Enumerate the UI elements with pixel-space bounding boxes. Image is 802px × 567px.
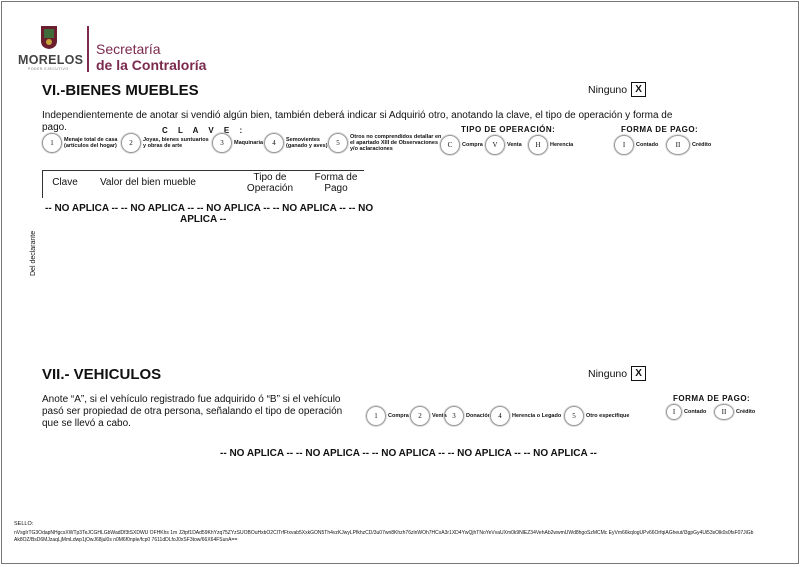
op-item-label: Herencia o Legado bbox=[512, 413, 562, 419]
forma-item-key: II bbox=[666, 135, 690, 155]
forma-item-credito bbox=[666, 135, 711, 155]
forma-item-contado bbox=[614, 135, 658, 155]
clave-item-number: 1 bbox=[42, 133, 62, 153]
logo bbox=[18, 22, 208, 72]
clave-item-4 bbox=[264, 133, 332, 153]
op-item-5 bbox=[564, 406, 629, 426]
table-header-forma: Forma de Pago bbox=[314, 172, 358, 194]
tipo-item-key: C bbox=[440, 135, 460, 155]
op-item-number: 1 bbox=[366, 406, 386, 426]
tipo-item-compra bbox=[440, 135, 483, 155]
forma-item-key: I bbox=[666, 404, 682, 420]
section6-title: VI.-BIENES MUEBLES bbox=[42, 82, 199, 99]
section7-ninguno bbox=[588, 366, 646, 381]
clave-item-5 bbox=[328, 133, 442, 153]
op-item-label: Donación bbox=[466, 413, 492, 419]
state-caption: PODER EJECUTIVO bbox=[28, 67, 69, 71]
secretaria-line2: de la Contraloría bbox=[96, 57, 207, 73]
clave-item-number: 2 bbox=[121, 133, 141, 153]
section6-ninguno-label: Ninguno bbox=[588, 83, 628, 96]
clave-item-label: Menaje total de casa (artículos del hogar) bbox=[64, 137, 118, 149]
section7-forma-contado bbox=[666, 404, 706, 420]
sello-text: nVsgIrTG3OdapNHgcsXWTp3TeJCGHLGbWadDf3tSXDWU OFHKhs 1m J2tpf1DAd59KhYzq75ZYzSUOBOuHxbO2CITrfFtxvab5XxkGON5Th4vzKJwyLPfkhzCD/3u07wn8Khzh76zlnWOh7HCxA3r1XD4YwQjhTNoYeVvaUXm0k9NlEZ34VehAb2wwmUWd8hgoSzMCMc EyVm66kqlogUPv66OrfqiAGheut/l3gpGy4Ui53sOlk0s0fsF07JiGbAk8OZ/BsD6MJzaqLjMmLdwp1jOwJ68jul0s n0M6f0nple/fcp0 7611dDLfoJ0xSF3tow/66X64FSunA== bbox=[14, 530, 754, 543]
tipo-operacion-heading: TIPO DE OPERACIÓN: bbox=[461, 125, 556, 134]
op-item-4 bbox=[490, 406, 561, 426]
tipo-item-label: Venta bbox=[507, 142, 522, 148]
clave-heading: C L A V E : bbox=[162, 126, 247, 135]
table-left-rule bbox=[42, 170, 43, 198]
clave-item-label: Maquinaria bbox=[234, 140, 264, 146]
state-emblem-icon bbox=[40, 24, 58, 50]
clave-item-number: 4 bbox=[264, 133, 284, 153]
section7-forma-pago-heading: FORMA DE PAGO: bbox=[673, 394, 751, 403]
forma-item-label: Contado bbox=[684, 409, 707, 415]
clave-item-label: Semovientes (ganado y aves) bbox=[286, 137, 328, 149]
op-item-label: Compra bbox=[388, 413, 409, 419]
tipo-item-label: Herencia bbox=[550, 142, 574, 148]
clave-item-1 bbox=[42, 133, 122, 153]
section7-title: VII.- VEHICULOS bbox=[42, 366, 162, 383]
op-item-number: 5 bbox=[564, 406, 584, 426]
section6-ninguno-checkbox[interactable]: X bbox=[631, 82, 646, 97]
logo-divider bbox=[87, 26, 89, 72]
del-declarante-label: Del declarante bbox=[30, 230, 37, 276]
section6-no-aplica-line2: APLICA -- bbox=[180, 214, 227, 225]
section7-instructions: Anote “A”, si el vehículo registrado fue adquirido ó “B” si el vehículo pasó ser propiedad de otra persona, señalando el tipo de operación que se llevó a cabo. bbox=[42, 394, 343, 429]
tipo-item-venta bbox=[485, 135, 522, 155]
op-item-number: 2 bbox=[410, 406, 430, 426]
tipo-item-herencia bbox=[528, 135, 573, 155]
section6-ninguno bbox=[588, 82, 646, 97]
section7-no-aplica: -- NO APLICA -- -- NO APLICA -- -- NO APLICA -- -- NO APLICA -- -- NO APLICA -- bbox=[220, 448, 597, 459]
op-item-label: Otro especifique bbox=[586, 413, 630, 419]
secretaria-line1: Secretaría bbox=[96, 41, 161, 57]
clave-item-2 bbox=[121, 133, 213, 153]
op-item-2 bbox=[410, 406, 447, 426]
op-item-number: 3 bbox=[444, 406, 464, 426]
table-header-clave: Clave bbox=[52, 177, 78, 188]
clave-item-label: Joyas, bienes suntuarios y obras de arte bbox=[143, 137, 209, 149]
op-item-3 bbox=[444, 406, 491, 426]
op-item-number: 4 bbox=[490, 406, 510, 426]
table-header-tipo: Tipo de Operación bbox=[246, 172, 294, 194]
section7-ninguno-label: Ninguno bbox=[588, 367, 628, 380]
tipo-item-label: Compra bbox=[462, 142, 483, 148]
tipo-item-key: H bbox=[528, 135, 548, 155]
clave-item-number: 5 bbox=[328, 133, 348, 153]
forma-item-label: Crédito bbox=[692, 142, 712, 148]
forma-item-label: Crédito bbox=[736, 409, 756, 415]
forma-item-label: Contado bbox=[636, 142, 659, 148]
op-item-1 bbox=[366, 406, 409, 426]
state-name: MORELOS bbox=[18, 53, 84, 67]
forma-pago-heading: FORMA DE PAGO: bbox=[621, 125, 699, 134]
tipo-item-key: V bbox=[485, 135, 505, 155]
sello-label: SELLO: bbox=[14, 521, 34, 527]
forma-item-key: II bbox=[714, 404, 734, 420]
section6-no-aplica-line1: -- NO APLICA -- -- NO APLICA -- -- NO APLICA -- -- NO APLICA -- -- NO bbox=[45, 203, 374, 214]
table-top-rule bbox=[42, 170, 364, 171]
table-header-valor: Valor del bien mueble bbox=[100, 177, 196, 188]
clave-item-label: Otros no comprendidos detallar en el apartado XIII de Observaciones y/o aclaraciones bbox=[350, 134, 442, 152]
section7-ninguno-checkbox[interactable]: X bbox=[631, 366, 646, 381]
clave-item-number: 3 bbox=[212, 133, 232, 153]
section6-instructions: Independientemente de anotar si vendió algún bien, también deberá indicar si Adquirió otro, anotando la clave, el tipo de operación y forma de pago. bbox=[42, 110, 673, 133]
op-item-label: Venta bbox=[432, 413, 447, 419]
forma-item-key: I bbox=[614, 135, 634, 155]
section7-forma-credito bbox=[714, 404, 755, 420]
